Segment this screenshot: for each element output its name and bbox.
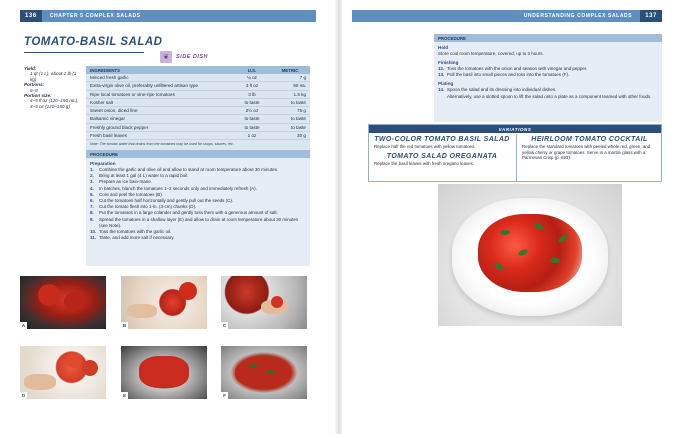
step-number: 9.	[90, 216, 94, 222]
tomato-shape	[82, 360, 98, 376]
step-text: Alternatively, use a slotted spoon to lift the salad onto a plate as a component teamed with other foods.	[447, 93, 652, 99]
variation-text: Replace half the red tomatoes with yellow tomatoes.	[374, 144, 476, 149]
procedure-step	[86, 217, 310, 229]
procedure-step	[86, 235, 310, 241]
ingredient-metric: 75 g	[297, 108, 306, 114]
procedure-step	[434, 94, 662, 100]
portion-size-value-1: 4–5 fl oz (120–150 mL),	[30, 98, 79, 104]
photo-label-f: F	[221, 392, 228, 399]
step-text: Toss the tomatoes with the garlic oil.	[99, 229, 172, 235]
photo-label-c: C	[222, 323, 227, 328]
ingredient-row	[86, 107, 310, 115]
portions-value: 6–8	[30, 87, 38, 93]
title-rule	[24, 52, 144, 53]
left-running-head	[20, 10, 316, 22]
step-text: Taste, and add more salt if necessary.	[99, 235, 175, 241]
ingredient-metric: 90 mL	[293, 83, 306, 89]
variations-header: VARIATIONS	[369, 125, 661, 133]
variations-box	[368, 124, 662, 182]
recipe-title: TOMATO-BASIL SALAD	[24, 36, 163, 48]
step-text: Cut the tomato flesh into 1-in. (3-cm) chunks (D).	[99, 204, 197, 210]
procedure-continued-box	[434, 34, 662, 122]
finishing-subhead: Finishing	[438, 60, 459, 65]
step-text: Spread the tomatoes in a shallow layer (E) and allow to drain at room temperature about 30 minutes (see Note).	[99, 216, 299, 228]
step-photo-d	[20, 346, 106, 399]
ingredient-metric: 1.5 kg	[293, 91, 306, 97]
col-metric: METRIC	[281, 67, 299, 73]
ingredients-table	[86, 66, 310, 151]
side-dish-icon: ❦	[160, 51, 172, 63]
step-number: 11.	[90, 235, 97, 241]
category-label: SIDE DISH	[176, 54, 209, 60]
procedure-step	[434, 72, 662, 78]
ingredient-row	[86, 132, 310, 140]
ingredient-name: Balsamic vinegar	[90, 116, 125, 122]
variation-title: TOMATO SALAD OREGANATA	[386, 152, 498, 160]
salad-shape	[235, 358, 291, 388]
ingredient-name: Sweet onion, diced fine	[90, 108, 138, 114]
step-photo-b	[121, 276, 207, 329]
variation-title: HEIRLOOM TOMATO COCKTAIL	[531, 136, 648, 143]
procedure-header: PROCEDURE	[86, 150, 310, 158]
step-number: 5.	[90, 191, 94, 197]
col-us: U.S.	[247, 67, 257, 73]
photo-label-e: E	[122, 393, 127, 398]
right-running-head	[352, 10, 662, 22]
ingredient-metric: to taste	[290, 99, 306, 105]
category-tag	[160, 51, 208, 63]
step-number: 2.	[90, 173, 94, 179]
portion-size-value-2: 4–5 oz (120–150 g)	[30, 103, 70, 109]
tomato-shape	[66, 352, 82, 368]
ingredient-row	[86, 91, 310, 99]
tomato-shape	[64, 292, 84, 312]
procedure-box	[86, 150, 310, 266]
step-text: Cut the tomatoes half horizontally and gently pull out the seeds (C).	[99, 198, 234, 204]
right-page-number: 137	[640, 10, 662, 22]
step-photo-c	[221, 276, 307, 329]
basil-leaf	[500, 230, 510, 235]
step-number: 7.	[90, 204, 94, 210]
step-text: Core and peel the tomatoes (B).	[99, 191, 164, 197]
step-number	[438, 94, 447, 100]
portion-size-label: Portion size:	[24, 93, 52, 99]
col-ingredients: INGREDIENTS	[90, 67, 121, 73]
ingredient-row	[86, 82, 310, 90]
ingredient-metric: to taste	[290, 124, 306, 130]
variation-title: TWO-COLOR TOMATO BASIL SALAD	[374, 136, 510, 143]
hand-shape	[127, 304, 157, 318]
ingredient-row	[86, 99, 310, 107]
ingredient-metric: 30 g	[297, 133, 306, 139]
photo-label-a: A	[21, 323, 26, 328]
step-number: 3.	[90, 179, 94, 185]
tomato-shape	[179, 282, 197, 300]
step-number: 13.	[438, 72, 445, 78]
plating-subhead: Plating	[438, 81, 454, 87]
step-number: 12.	[438, 66, 445, 71]
step-text: Spoon the salad and its dressing into individual dishes.	[447, 87, 557, 93]
ingredient-us: ¼ oz	[247, 75, 257, 80]
ingredient-us: to taste	[244, 124, 260, 130]
right-running-head-text: UNDERSTANDING COMPLEX SALADS	[523, 13, 633, 19]
finished-salad-photo	[438, 184, 622, 326]
ingredient-us: 3 fl oz	[245, 83, 259, 89]
ingredient-name: Ripe local tomatoes or vine-ripe tomatoes	[90, 91, 175, 97]
hand-shape	[24, 374, 56, 390]
ingredient-metric: to taste	[290, 116, 306, 122]
ingredients-note: Note: The tomato water that drains from the tomatoes may be used for soups, sauces, etc.	[90, 142, 234, 147]
left-page-number: 136	[20, 10, 42, 22]
step-photo-f	[221, 346, 307, 399]
step-text: Toss the tomatoes with the onion and season with vinegar and pepper.	[447, 66, 588, 71]
ingredient-us: to taste	[244, 116, 260, 122]
tomato-salad	[478, 214, 582, 292]
variation-text: Replace the basil leaves with fresh oregano leaves.	[374, 160, 475, 166]
basil-leaf	[550, 258, 560, 263]
tomato-shape	[38, 284, 60, 306]
variations-right-column	[516, 134, 662, 182]
step-number: 14.	[438, 87, 445, 93]
ingredient-us: 2½ oz	[245, 108, 259, 114]
yield-value: 1 qt (1 L), about 2 lb (1 kg)	[30, 71, 77, 82]
variations-left-column	[369, 134, 515, 167]
hold-text: Store cool room temperature, covered, up to 3 hours.	[438, 51, 544, 56]
step-photo-e	[121, 346, 207, 399]
ingredient-name: Fresh basil leaves	[90, 133, 128, 139]
yield-info	[24, 66, 82, 109]
portions-label: Portions:	[24, 82, 45, 88]
step-number: 4.	[90, 185, 94, 191]
ingredient-row	[86, 115, 310, 123]
ingredient-name: Freshly ground black pepper	[90, 124, 149, 130]
preparation-subhead: Preparation	[90, 161, 116, 166]
basil-shape	[249, 364, 257, 368]
procedure-header-continued: PROCEDURE	[434, 34, 662, 42]
tomato-layer-shape	[139, 356, 189, 388]
basil-shape	[267, 370, 275, 374]
variation-text: Replace the standard tomatoes with peeled whole red, green, and yellow cherry or grape tomatoes. Serve in a martini glass with a Parmesan Crisp (p. 693).	[522, 144, 651, 161]
step-text: In batches, blanch the tomatoes 1–2 seconds only and immediately refresh (A).	[99, 185, 257, 191]
step-text: Combine the garlic and olive oil and allow to stand at room temperature about 30 minutes.	[99, 167, 279, 172]
ingredient-name: Minced fresh garlic	[90, 75, 129, 80]
ingredient-us: 3 lb	[248, 91, 256, 97]
ingredient-row	[86, 74, 310, 82]
step-text: Pull the basil into small pieces and toss into the tomatoes (F).	[447, 72, 570, 78]
left-running-head-text: CHAPTER 5 COMPLEX SALADS	[49, 13, 141, 19]
step-number: 6.	[90, 198, 94, 204]
left-page	[0, 0, 336, 434]
hold-subhead: Hold	[438, 45, 449, 50]
step-number: 1.	[90, 167, 94, 172]
photo-label-d: D	[21, 393, 26, 398]
step-number: 10.	[90, 229, 97, 235]
photo-label-b: B	[122, 323, 127, 328]
ingredient-us: to taste	[244, 99, 260, 105]
ingredient-name: Extra-virgin olive oil, preferably unfiltered artisan type	[90, 83, 199, 89]
step-text: Bring at least 1 gal (4 L) water to a rapid boil.	[99, 173, 189, 179]
ingredient-name: Kosher salt	[90, 99, 113, 105]
ingredients-header	[86, 66, 310, 74]
step-number: 8.	[90, 210, 94, 216]
ingredient-us: 1 oz	[247, 133, 257, 139]
step-text: Prepare an ice bain-marie.	[99, 179, 153, 185]
ingredient-row	[86, 124, 310, 132]
step-photo-a	[20, 276, 106, 329]
yield-label: Yield:	[24, 66, 37, 71]
tomato-shape	[271, 296, 283, 308]
ingredient-metric: 7 g	[299, 75, 306, 80]
right-page	[342, 0, 678, 434]
step-text: Put the tomatoes in a large colander and gently toss them with a generous amount of salt.	[99, 210, 278, 216]
